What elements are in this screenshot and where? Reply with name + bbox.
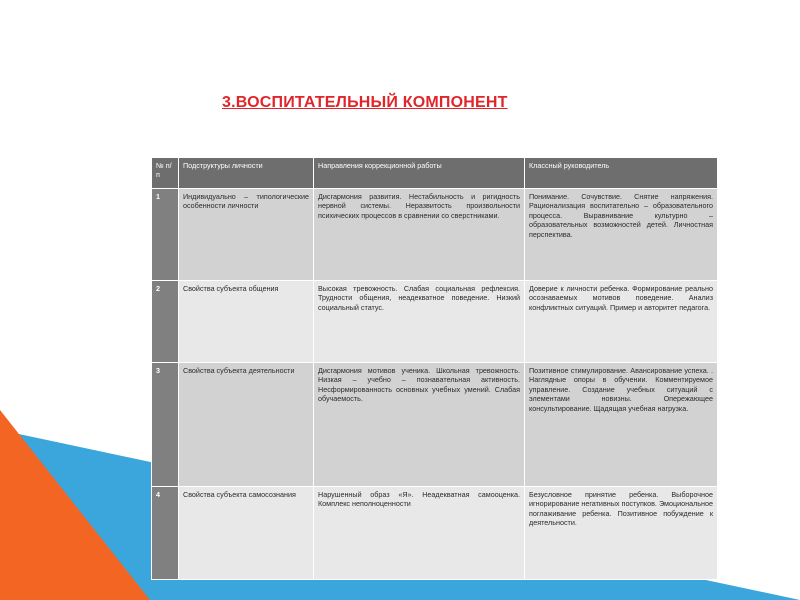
row-substructure: Свойства субъекта самосознания — [179, 487, 314, 580]
table-row — [152, 487, 718, 580]
header-directions: Направления коррекционной работы — [314, 158, 525, 189]
row-num: 1 — [152, 189, 179, 281]
row-teacher: Понимание. Сочувствие. Снятие напряжения. Рационализация воспитательно – образовательного процесса. Выравнивание культурно – образовательных возможностей детей. Личностная перспектива. — [525, 189, 718, 281]
row-directions: Нарушенный образ «Я». Неадекватная самооценка. Комплекс неполноценности — [314, 487, 525, 580]
row-num: 4 — [152, 487, 179, 580]
row-teacher: Доверие к личности ребенка. Формирование реально осознаваемых мотивов поведение. Анализ конфликтных ситуаций. Пример и авторитет педагога. — [525, 281, 718, 363]
row-substructure: Свойства субъекта общения — [179, 281, 314, 363]
decor-orange-triangle — [0, 410, 150, 600]
row-substructure: Свойства субъекта деятельности — [179, 363, 314, 487]
row-num: 3 — [152, 363, 179, 487]
table-row — [152, 189, 718, 281]
table-header-row — [152, 158, 718, 189]
table-row — [152, 281, 718, 363]
row-teacher: Позитивное стимулирование. Авансирование успеха. . Наглядные опоры в обучении. Комментируемое управление. Создание учебных ситуаций с элементами новизны. Опережающее консультирование. Щадящая учебная нагрузка. — [525, 363, 718, 487]
row-num: 2 — [152, 281, 179, 363]
component-table — [151, 157, 717, 578]
row-directions: Дисгармония мотивов ученика. Школьная тревожность. Низкая – учебно – познавательная активность. Несформированность основных учебных умений. Слабая обучаемость. — [314, 363, 525, 487]
slide-title: 3.ВОСПИТАТЕЛЬНЫЙ КОМПОНЕНТ — [222, 94, 508, 111]
row-substructure: Индивидуально – типологические особенности личности — [179, 189, 314, 281]
header-num: № п/п — [152, 158, 179, 189]
header-teacher: Классный руководитель — [525, 158, 718, 189]
table-row — [152, 363, 718, 487]
row-teacher: Безусловное принятие ребенка. Выборочное игнорирование негативных поступков. Эмоциональное поглаживание ребенка. Позитивное побуждение к деятельности. — [525, 487, 718, 580]
header-substructure: Подструктуры личности — [179, 158, 314, 189]
row-directions: Высокая тревожность. Слабая социальная рефлексия. Трудности общения, неадекватное поведение. Низкий социальный статус. — [314, 281, 525, 363]
row-directions: Дисгармония развития. Нестабильность и ригидность нервной системы. Неразвитость произвольности психических процессов в сравнении со сверстниками. — [314, 189, 525, 281]
